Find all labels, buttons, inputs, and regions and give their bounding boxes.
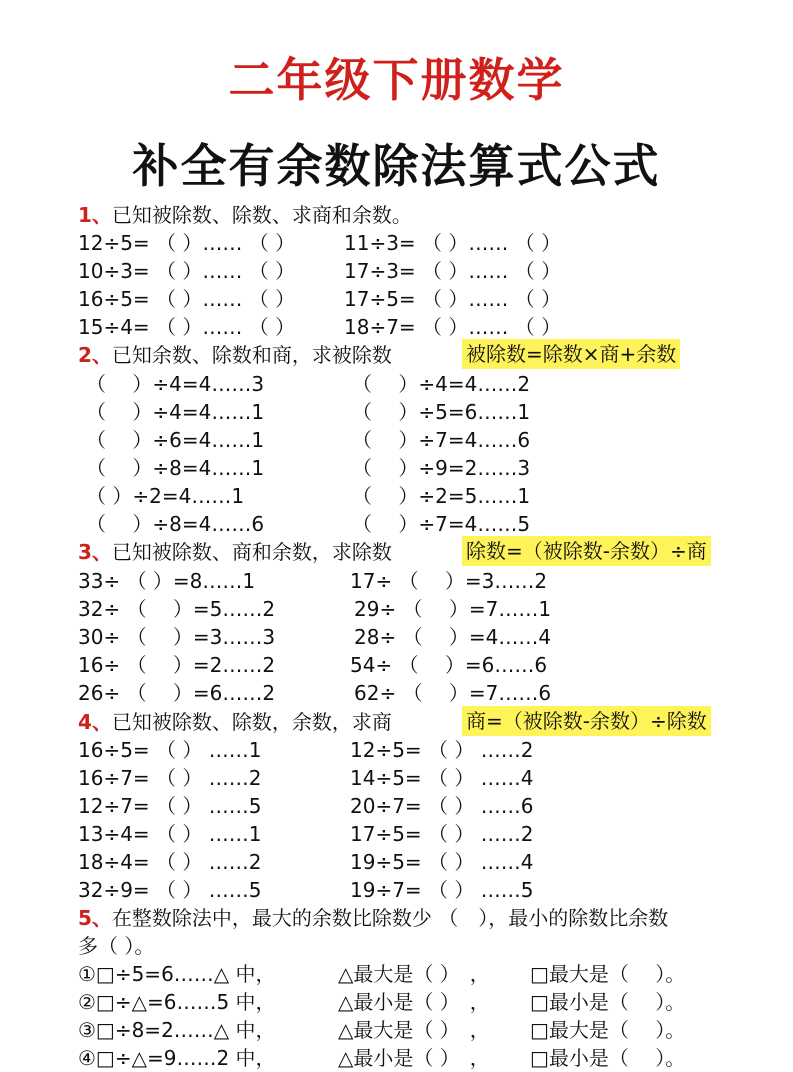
section-heading-text: 在整数除法中，最大的余数比除数少 （ ），最小的除数比余数 <box>111 906 669 930</box>
page-subtitle: 补全有余数除法算式公式 <box>132 139 661 193</box>
exercise-left: （ ）÷4=4……3 <box>86 372 265 396</box>
exercise-right: 62÷ （ ）=7……6 <box>354 681 552 705</box>
exercise-left: 32÷ （ ）=5……2 <box>78 597 276 621</box>
exercise-right: （ ）÷7=4……5 <box>352 512 531 536</box>
exercise-left: 18÷4= （ ） ……2 <box>78 850 262 874</box>
section-number: 4、 <box>78 710 112 734</box>
section-2-heading <box>78 341 677 369</box>
exercise-left: （ ）÷8=4……6 <box>86 512 265 536</box>
section-5-heading <box>78 904 668 932</box>
exercise-left: 10÷3= （ ）…… （ ） <box>78 259 296 283</box>
section-4-heading <box>78 708 707 736</box>
exercise-equation: ③□÷8=2……△ 中， <box>78 1018 276 1042</box>
exercise-left: （ ）÷4=4……1 <box>86 400 265 424</box>
exercise-left: 15÷4= （ ）…… （ ） <box>78 315 296 339</box>
exercise-right: 17÷5= （ ） ……2 <box>350 822 534 846</box>
exercise-right: （ ）÷9=2……3 <box>352 456 531 480</box>
exercise-right: 14÷5= （ ） ……4 <box>350 766 534 790</box>
exercise-right: 11÷3= （ ）…… （ ） <box>344 231 562 255</box>
page-title: 二年级下册数学 <box>228 53 565 107</box>
section-number: 5、 <box>78 906 112 930</box>
exercise-right: 20÷7= （ ） ……6 <box>350 794 534 818</box>
exercise-blank-1: △最大是（ ） ， <box>338 962 490 986</box>
exercise-left: 30÷ （ ）=3……3 <box>78 625 276 649</box>
exercise-right: 54÷ （ ）=6……6 <box>350 653 548 677</box>
exercise-right: 17÷3= （ ）…… （ ） <box>344 259 562 283</box>
exercise-left: 26÷ （ ）=6……2 <box>78 681 276 705</box>
section-heading-text: 已知被除数、除数、求商和余数。 <box>111 203 412 227</box>
exercise-right: （ ）÷7=4……6 <box>352 428 531 452</box>
exercise-blank-1: △最小是（ ） ， <box>338 1046 490 1070</box>
exercise-left: （ ）÷6=4……1 <box>86 428 265 452</box>
exercise-right: （ ）÷5=6……1 <box>352 400 531 424</box>
formula-highlight: 被除数=除数×商+余数 <box>462 339 680 369</box>
exercise-equation: ①□÷5=6……△ 中， <box>78 962 276 986</box>
exercise-right: 19÷5= （ ） ……4 <box>350 850 534 874</box>
exercise-blank-1: △最小是（ ） ， <box>338 990 490 1014</box>
exercise-blank-1: △最大是（ ） ， <box>338 1018 490 1042</box>
section-number: 2、 <box>78 343 112 367</box>
exercise-right: 17÷ （ ）=3……2 <box>350 569 548 593</box>
exercise-blank-2: □最小是（ ）。 <box>530 1046 686 1070</box>
exercise-left: 16÷ （ ）=2……2 <box>78 653 276 677</box>
exercise-right: 19÷7= （ ） ……5 <box>350 878 534 902</box>
section-heading-text: 已知被除数、除数，余数，求商 <box>111 710 392 734</box>
exercise-blank-2: □最大是（ ）。 <box>530 1018 686 1042</box>
section-heading-text: 多（ ）。 <box>78 934 155 958</box>
exercise-left: 16÷5= （ ）…… （ ） <box>78 287 296 311</box>
section-heading-text: 已知余数、除数和商，求被除数 <box>111 343 392 367</box>
exercise-left: 13÷4= （ ） ……1 <box>78 822 262 846</box>
exercise-left: 12÷5= （ ）…… （ ） <box>78 231 296 255</box>
section-3-heading <box>78 538 707 566</box>
section-number: 3、 <box>78 540 112 564</box>
exercise-left: 32÷9= （ ） ……5 <box>78 878 262 902</box>
exercise-equation: ④□÷△=9……2 中， <box>78 1046 276 1070</box>
formula-highlight: 商=（被除数-余数）÷除数 <box>462 706 711 736</box>
section-heading-text: 已知被除数、商和余数，求除数 <box>111 540 392 564</box>
exercise-blank-2: □最大是（ ）。 <box>530 962 686 986</box>
exercise-left: 33÷ （ ）=8……1 <box>78 569 256 593</box>
exercise-left: 16÷7= （ ） ……2 <box>78 766 262 790</box>
exercise-right: 17÷5= （ ）…… （ ） <box>344 287 562 311</box>
section-number: 1、 <box>78 203 112 227</box>
formula-highlight: 除数=（被除数-余数）÷商 <box>462 536 711 566</box>
exercise-right: 18÷7= （ ）…… （ ） <box>344 315 562 339</box>
exercise-left: 16÷5= （ ） ……1 <box>78 738 262 762</box>
exercise-left: 12÷7= （ ） ……5 <box>78 794 262 818</box>
exercise-right: 28÷ （ ）=4……4 <box>354 625 552 649</box>
section-5-heading-continued <box>78 932 154 960</box>
exercise-right: 29÷ （ ）=7……1 <box>354 597 552 621</box>
exercise-left: （ ）÷2=4……1 <box>86 484 245 508</box>
exercise-blank-2: □最小是（ ）。 <box>530 990 686 1014</box>
exercise-right: 12÷5= （ ） ……2 <box>350 738 534 762</box>
exercise-left: （ ）÷8=4……1 <box>86 456 265 480</box>
exercise-right: （ ）÷4=4……2 <box>352 372 531 396</box>
exercise-equation: ②□÷△=6……5 中， <box>78 990 276 1014</box>
section-1-heading <box>78 201 412 229</box>
exercise-right: （ ）÷2=5……1 <box>352 484 531 508</box>
